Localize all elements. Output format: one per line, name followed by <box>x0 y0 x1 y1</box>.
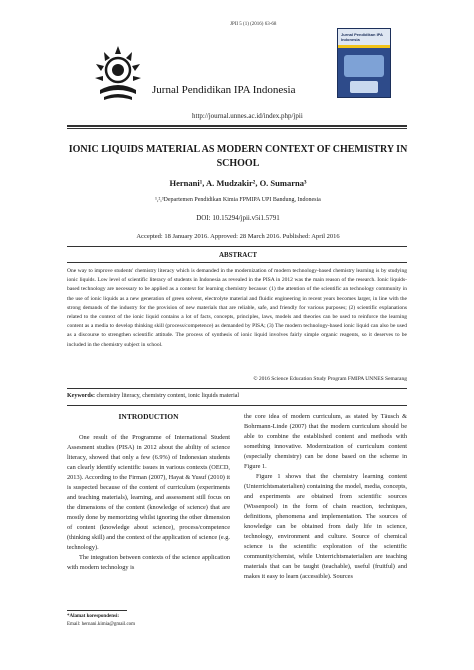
divider <box>67 262 407 263</box>
intro-paragraph-1: One result of the Programme of International Student Assesment studies (PISA) in 2012 about the ability of science literacy, showed that only a few (6.9%) of Indonesian students can clearly identify scientific issues in various contexts (OECD, 2013). According to the Firman (2007), Hayat & Yusuf (2010) it is suspected because of the content of curriculum (experiments and teaching materials), learning, and assessment still focus on the dimensions of the content (knowledge of science) that are mostly done by memorizing whilst ignoring the other dimension of content (knowledge about science), process/competence (thinking skill) and the context of the application of science (e.g. technology). <box>67 434 230 551</box>
abstract-heading: ABSTRACT <box>218 251 258 259</box>
divider <box>67 246 407 247</box>
issn-line: JPII 5 (1) (2016) 63-68 <box>230 22 277 27</box>
header-rule-thin <box>67 128 407 129</box>
article-title: IONIC LIQUIDS MATERIAL AS MODERN CONTEXT OF CHEMISTRY IN SCHOOL <box>68 144 408 169</box>
footnote-rule <box>67 610 127 611</box>
header-rule <box>67 125 407 127</box>
correspondence-label: *Alamat korespondensi: <box>67 614 119 619</box>
introduction-heading: INTRODUCTION <box>118 412 179 421</box>
journal-url[interactable]: http://journal.unnes.ac.id/index.php/jpii <box>192 112 303 120</box>
right-column <box>244 412 407 582</box>
article-affiliation: ¹,²,³Departemen Pendidikan Kimia FPMIPA UPI Bandung, Indonesia <box>155 197 321 203</box>
journal-cover-image <box>337 28 391 98</box>
copyright-line: © 2016 Science Education Study Program FMIPA UNNES Semarang <box>253 376 407 382</box>
article-dates: Accepted: 18 January 2016. Approved: 28 March 2016. Published: April 2016 <box>136 233 340 240</box>
right-paragraph-1: the core idea of modern curriculum, as stated by Täusch & Bohrmann-Linde (2007) that the modern curriculum should be able to combine the established content and methods with something innovative. Modernization of curriculum content (especially chemistry) can be done based on the scheme in Figure 1. <box>244 413 407 470</box>
journal-logo <box>90 40 146 104</box>
intro-paragraph-2: The integration between contexts of the science application with modern technology is <box>67 554 230 571</box>
keywords-line <box>67 393 407 399</box>
right-paragraph-2: Figure 1 shows that the chemistry learning content (Unterrichtsmaterialien) containing the model, media, concepts, and experiments are obtained from scientific sources (Wissenpool) in the form of chain reaction, techniques, definitions, phenomena and implementation. The sources of knowledge can be obtained from daily life in science, technology, environment and culture. Source of chemical science is the scientific exploration of the scientific community/chemist, while Unterrichtsmaterialien are teaching materials that can be taught (teachable), useful (fruitful) and makes it easy to learn (accessible). Sources <box>244 473 407 580</box>
abstract-text: One way to improve students' chemistry literacy which is demanded in the modernization of modern technology-based chemistry learning is by studying ionic liquids. Low level of scientific literacy of students in Indonesia as revealed in the PISA in 2012 was the main reason of the research. Ionic liquids-based technology are necessary to be applied as a context for learning chemistry because: (1) the attention of the scientific an technology community in the use of ionic liquids as a new generation of green solvent, electrolyte material and fluidic engineering in recent years becomes larger, in line with the strong demands of the industry for the provision of new materials that are reliable, safe, and friendly for various purposes; (2) scientific explanations related to the context of the ionic liquid contains a lot of facts, concepts, principles, laws, models and theories can be used to reinforce the learning content as a media to develop thinking skill (process/competence) as demanded by PISA; (3) The modern technology-based ionic liquid can also be used as a discourse to strengthen scientific attitude. The process of synthesis of ionic liquid involves fairly simple organic reagents, so it deserves to be included in the chemistry subject in school. <box>67 268 407 348</box>
journal-title: Jurnal Pendidikan IPA Indonesia <box>152 84 296 96</box>
correspondence-email: Email: hernani.kimia@gmail.com <box>67 622 136 627</box>
keywords-label: Keywords: <box>67 393 95 399</box>
keywords-text: chemistry literacy, chemistry content, ionic liquids material <box>95 393 240 399</box>
cover-title: Jurnal Pendidikan IPA Indonesia <box>341 32 383 42</box>
divider <box>67 405 407 406</box>
article-authors: Hernani¹, A. Mudzakir², O. Sumarna³ <box>169 178 307 188</box>
article-doi[interactable]: DOI: 10.15294/jpii.v5i1.5791 <box>196 214 280 222</box>
left-column <box>67 412 230 573</box>
divider <box>67 388 407 389</box>
